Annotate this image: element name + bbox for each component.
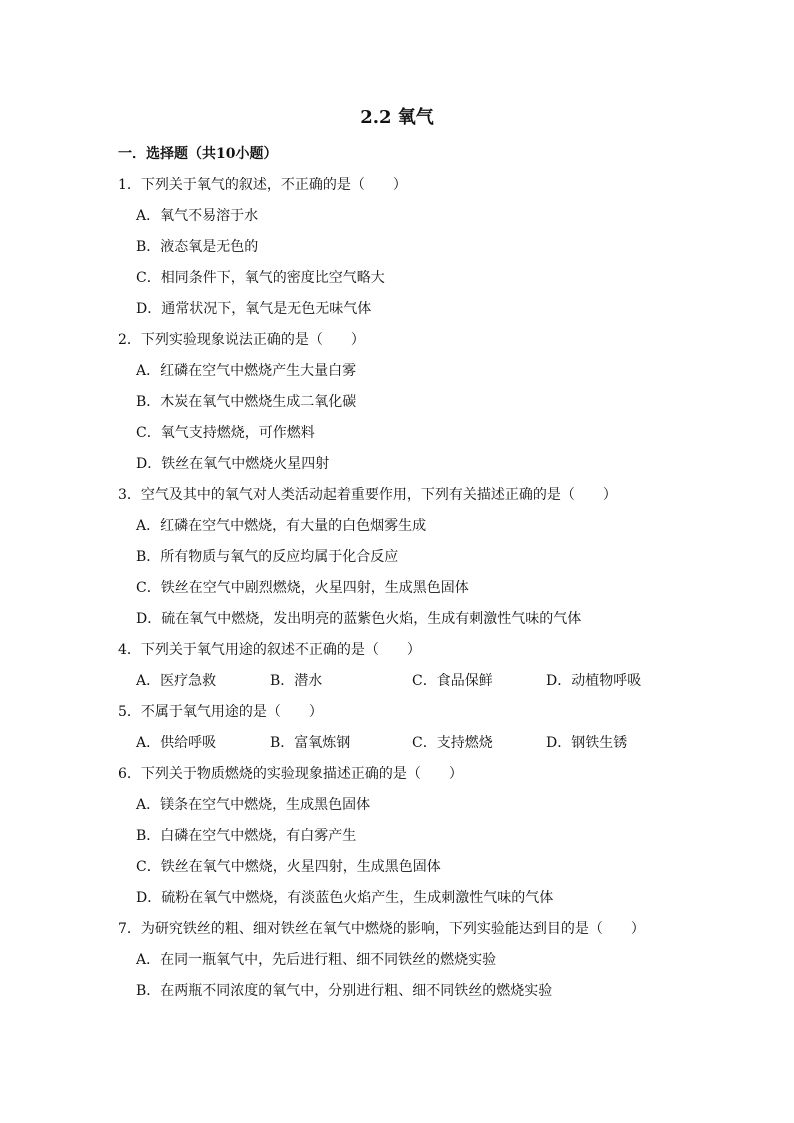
question-5-stem: 5．不属于氧气用途的是（ ） xyxy=(118,704,323,720)
question-2-option-b: B．木炭在氧气中燃烧生成二氧化碳 xyxy=(136,394,357,410)
question-6-option-b: B．白磷在空气中燃烧，有白雾产生 xyxy=(136,828,357,844)
question-3-option-b: B．所有物质与氧气的反应均属于化合反应 xyxy=(136,549,399,565)
question-4-stem: 4．下列关于氧气用途的叙述不正确的是（ ） xyxy=(118,642,421,658)
question-1-option-d: D．通常状况下，氧气是无色无味气体 xyxy=(136,301,372,317)
question-7-option-b: B．在两瓶不同浓度的氧气中，分别进行粗、细不同铁丝的燃烧实验 xyxy=(136,983,553,999)
section-heading: 一．选择题（共10小题） xyxy=(118,146,278,162)
question-4-option-b: B．潜水 xyxy=(270,673,323,689)
question-1-option-a: A．氧气不易溶于水 xyxy=(136,208,259,224)
question-5-option-a: A．供给呼吸 xyxy=(136,735,217,751)
question-4-option-a: A．医疗急救 xyxy=(136,673,217,689)
question-1-option-c: C．相同条件下，氧气的密度比空气略大 xyxy=(136,270,385,286)
question-6-option-d: D．硫粉在氧气中燃烧，有淡蓝色火焰产生，生成刺激性气味的气体 xyxy=(136,890,554,906)
question-3-option-a: A．红磷在空气中燃烧，有大量的白色烟雾生成 xyxy=(136,518,427,534)
question-5-option-c: C．支持燃烧 xyxy=(412,735,493,751)
question-5-option-d: D．钢铁生锈 xyxy=(546,735,628,751)
question-2-option-d: D．铁丝在氧气中燃烧火星四射 xyxy=(136,456,330,472)
question-3-option-d: D．硫在氧气中燃烧，发出明亮的蓝紫色火焰，生成有刺激性气味的气体 xyxy=(136,611,582,627)
question-1-option-b: B．液态氧是无色的 xyxy=(136,239,259,255)
question-2-stem: 2．下列实验现象说法正确的是（ ） xyxy=(118,332,365,348)
question-4-option-d: D．动植物呼吸 xyxy=(546,673,642,689)
question-2-option-c: C．氧气支持燃烧，可作燃料 xyxy=(136,425,315,441)
question-4-option-c: C．食品保鲜 xyxy=(412,673,493,689)
page-title: 2.2 氧气 xyxy=(360,107,434,128)
question-7-option-a: A．在同一瓶氧气中，先后进行粗、细不同铁丝的燃烧实验 xyxy=(136,952,497,968)
question-6-stem: 6．下列关于物质燃烧的实验现象描述正确的是（ ） xyxy=(118,766,463,782)
question-3-stem: 3．空气及其中的氧气对人类活动起着重要作用，下列有关描述正确的是（ ） xyxy=(118,487,617,503)
question-6-option-a: A．镁条在空气中燃烧，生成黑色固体 xyxy=(136,797,371,813)
question-6-option-c: C．铁丝在氧气中燃烧，火星四射，生成黑色固体 xyxy=(136,859,441,875)
question-1-stem: 1．下列关于氧气的叙述，不正确的是（ ） xyxy=(118,177,407,193)
question-4-options-row xyxy=(118,671,678,702)
question-3-option-c: C．铁丝在空气中剧烈燃烧，火星四射，生成黑色固体 xyxy=(136,580,469,596)
question-5-option-b: B．富氧炼钢 xyxy=(270,735,351,751)
question-2-option-a: A．红磷在空气中燃烧产生大量白雾 xyxy=(136,363,357,379)
question-7-stem: 7．为研究铁丝的粗、细对铁丝在氧气中燃烧的影响，下列实验能达到目的是（ ） xyxy=(118,921,645,937)
question-list xyxy=(118,175,678,1012)
question-5-options-row xyxy=(118,733,678,764)
